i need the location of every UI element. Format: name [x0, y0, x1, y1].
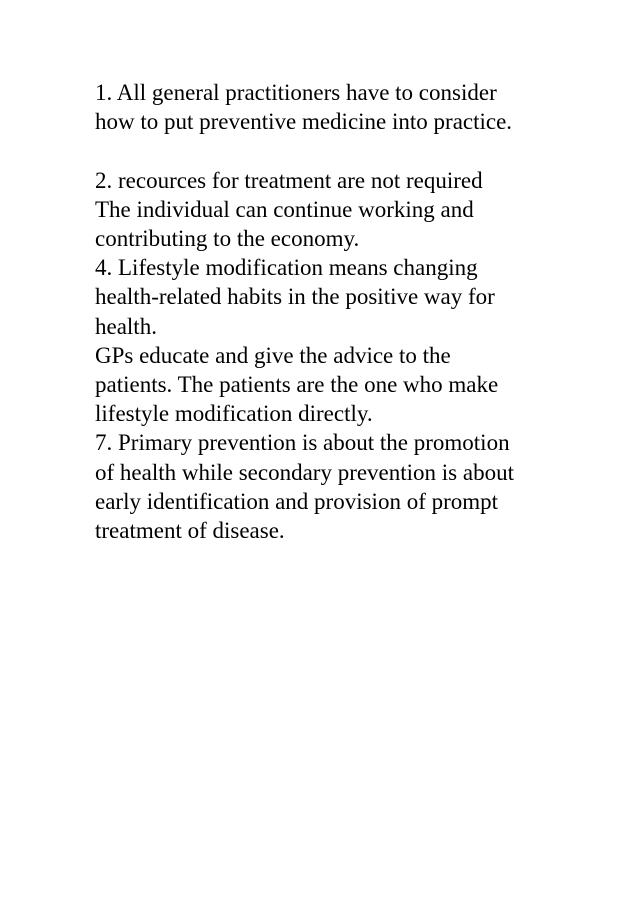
blank-line: [95, 136, 575, 165]
line-7: 4. Lifestyle modification means changing: [95, 255, 478, 281]
line-4: 2. recources for treatment are not required: [95, 167, 483, 193]
line-14: of health while secondary prevention is about: [95, 459, 514, 485]
line-12: lifestyle modification directly.: [95, 401, 373, 427]
document-body: [95, 78, 575, 545]
line-16: treatment of disease.: [95, 518, 285, 544]
line-15: early identification and provision of prompt: [95, 488, 499, 514]
line-1: 1. All general practitioners have to consider: [95, 80, 497, 105]
line-11: patients. The patients are the one who make: [95, 372, 499, 398]
line-6: contributing to the economy.: [95, 226, 360, 251]
line-5: The individual can continue working and: [95, 196, 474, 222]
line-8: health-related habits in the positive way for: [95, 284, 495, 310]
line-2: how to put preventive medicine into practice.: [95, 109, 513, 135]
line-9: health.: [95, 313, 157, 339]
line-13: 7. Primary prevention is about the promotion: [95, 430, 510, 456]
line-10: GPs educate and give the advice to the: [95, 342, 451, 368]
